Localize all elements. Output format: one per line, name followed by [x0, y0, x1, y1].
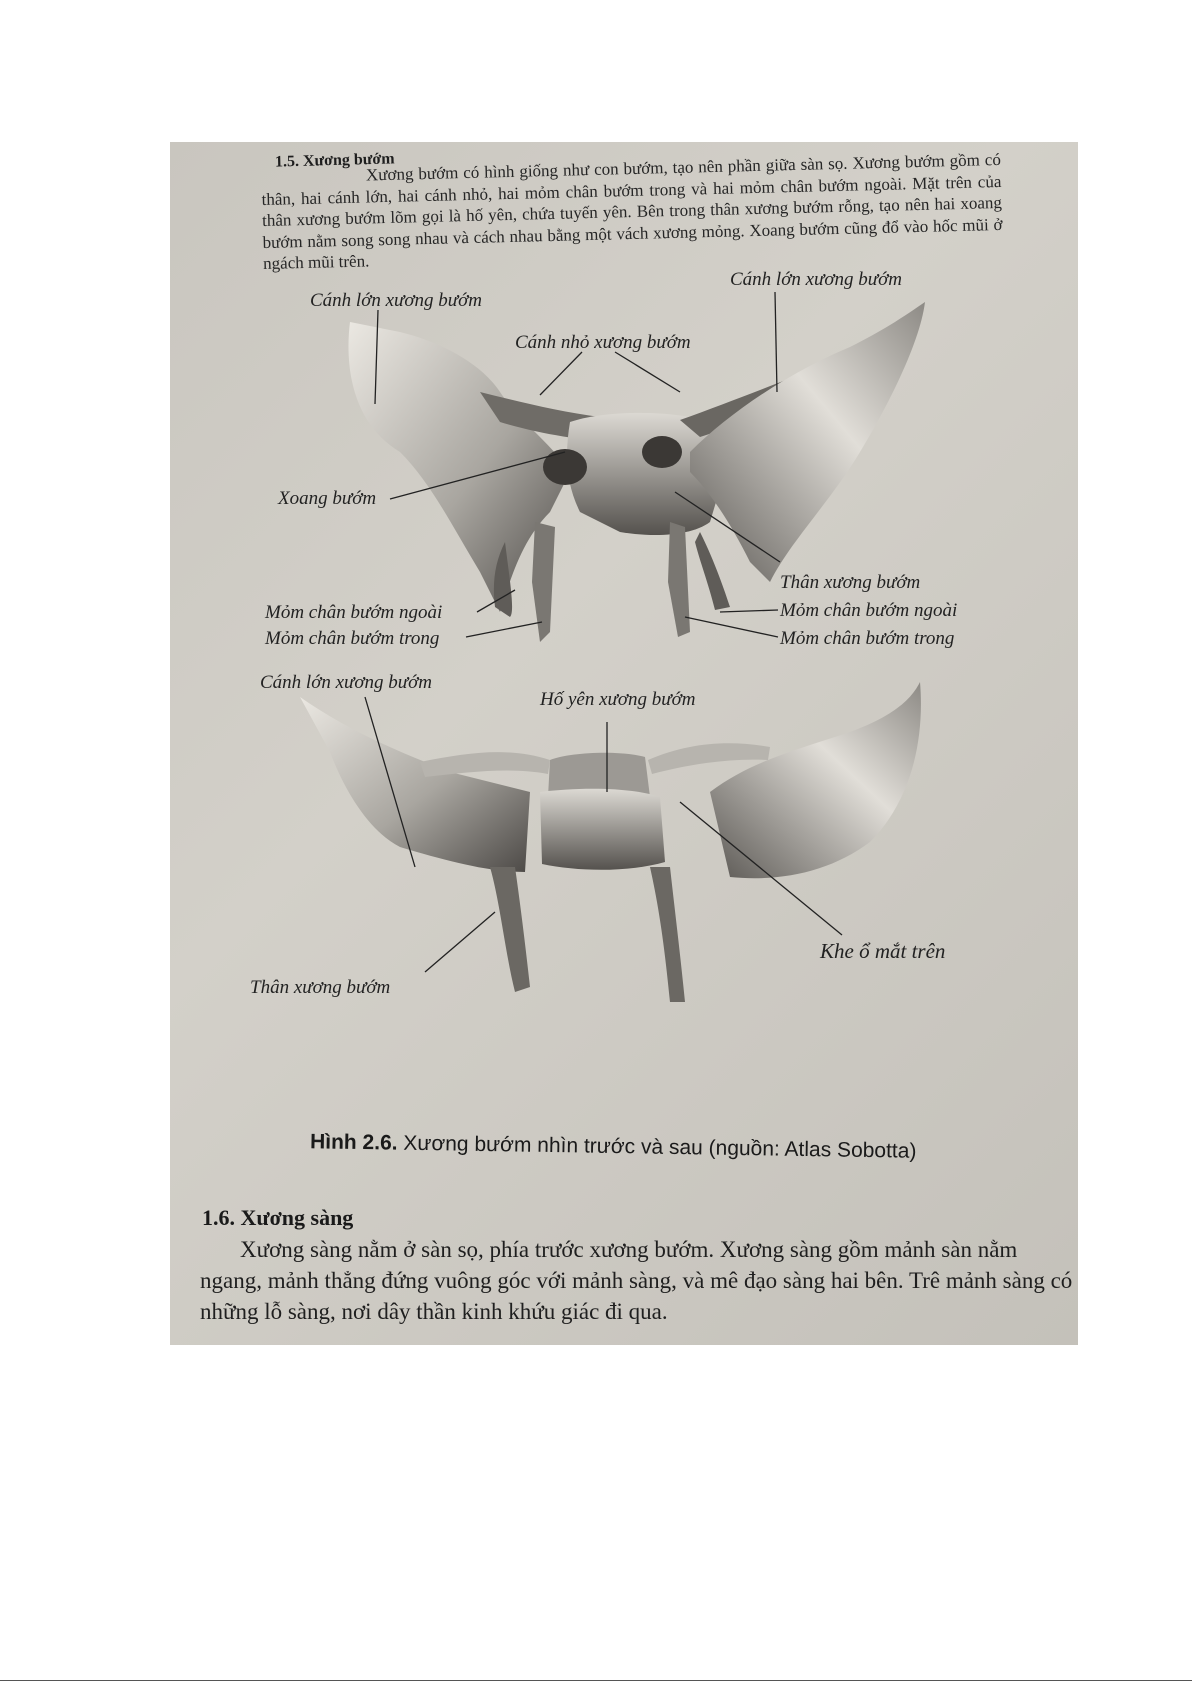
- sinus-opening-left: [543, 449, 587, 485]
- pterygoid-right-lateral: [695, 532, 730, 610]
- pterygoid-right-post: [650, 867, 685, 1002]
- pterygoid-left-post: [490, 867, 530, 992]
- caption-text: Xương bướm nhìn trước và sau (nguồn: Atlas Sobotta): [397, 1131, 917, 1163]
- pterygoid-left: [532, 522, 555, 642]
- label-medial-plate-left: Mỏm chân bướm trong: [265, 628, 440, 649]
- section-paragraph: Xương bướm có hình giống như con bướm, tạo nên phần giữa sàn sọ. Xương bướm gồm có thân, hai cánh lớn, hai cánh nhỏ, hai mỏm chân bướm trong và hai mỏm chân bướm ngoài. Mặt trên của thân xương bướm lõm gọi là hố yên, chứa tuyến yên. Bên trong thân xương bướm rỗng, tạo nên hai xoang bướm nằm song song nhau và cách nhau bằng một vách xương mỏng. Xoang bướm cũng đổ vào hốc mũi ở ngách mũi trên.: [261, 149, 1003, 274]
- label-lateral-plate-right: Mỏm chân bướm ngoài: [780, 600, 958, 621]
- greater-wing-left-post-shape: [300, 697, 530, 872]
- label-sella-turcica: Hố yên xương bướm: [540, 689, 696, 710]
- label-superior-orbital-fissure: Khe ổ mắt trên: [820, 939, 946, 963]
- label-greater-wing-right: Cánh lớn xương bướm: [730, 269, 903, 290]
- label-lesser-wing: Cánh nhỏ xương bướm: [515, 332, 691, 353]
- pterygoid-right: [668, 522, 690, 637]
- section-2-title: 1.6. Xương sàng: [202, 1205, 354, 1230]
- sinus-opening-right: [642, 436, 682, 468]
- lesser-wing-post-left: [420, 752, 550, 777]
- section-2-paragraph: Xương sàng nằm ở sàn sọ, phía trước xương bướm. Xương sàng gồm mảnh sàn nằm ngang, mảnh thẳng đứng vuông góc với mảnh sàng, và mê đạo sàng hai bên. Trê mảnh sàng có những lỗ sàng, nơi dây thần kinh khứu giác đi qua.: [200, 1237, 1073, 1324]
- greater-wing-right-post-shape: [710, 682, 921, 878]
- page-bottom-rule: [0, 1680, 1192, 1681]
- label-lateral-plate-left: Mỏm chân bướm ngoài: [265, 602, 443, 623]
- sphenoid-figure: [170, 142, 1078, 1345]
- book-page-photo: [170, 142, 1078, 1345]
- label-body-top: Thân xương bướm: [780, 572, 921, 593]
- body-post-shape: [540, 789, 665, 870]
- greater-wing-right-shape: [690, 302, 925, 582]
- caption-prefix: Hình 2.6.: [309, 1130, 398, 1155]
- label-body-post: Thân xương bướm: [250, 977, 391, 998]
- section-title: 1.5. Xương bướm: [274, 150, 395, 171]
- label-greater-wing-left: Cánh lớn xương bướm: [310, 290, 483, 311]
- label-sphenoid-sinus: Xoang bướm: [278, 488, 377, 509]
- label-greater-wing-post: Cánh lớn xương bướm: [260, 672, 433, 693]
- label-medial-plate-right: Mỏm chân bướm trong: [780, 628, 955, 649]
